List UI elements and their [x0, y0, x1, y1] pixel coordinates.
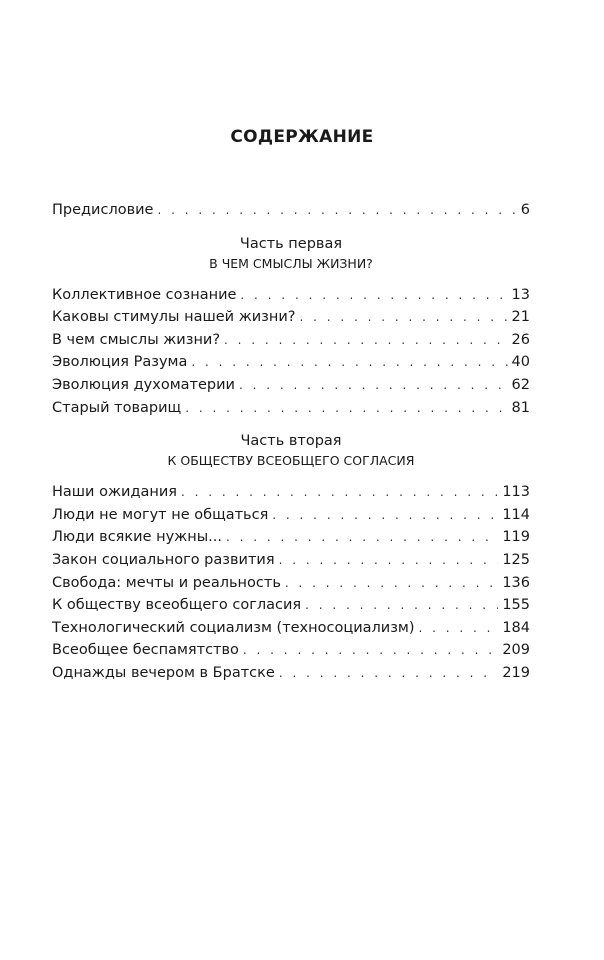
- toc-entry: [52, 329, 530, 352]
- toc-entry-title: Закон социального развития: [52, 551, 275, 568]
- dot-leader: [272, 504, 498, 527]
- part-label: Часть первая: [239, 235, 343, 252]
- toc-entry-page: 209: [502, 642, 530, 659]
- toc-entry: [52, 481, 530, 504]
- toc-entry-title: Коллективное сознание: [52, 286, 237, 303]
- toc-entry-page: 136: [502, 574, 530, 591]
- toc-entry: [52, 639, 530, 662]
- toc-entry: [52, 374, 530, 397]
- toc-entry-page: 13: [511, 286, 530, 303]
- dot-leader: [185, 397, 507, 420]
- dot-leader: [419, 617, 499, 640]
- toc-entry-page: 6: [520, 202, 530, 218]
- toc-entry: [52, 617, 530, 640]
- part-subtitle: В ЧЕМ СМЫСЛЫ ЖИЗНИ?: [209, 255, 373, 271]
- toc-entry: [52, 504, 530, 527]
- toc-entry-title: Люди всякие нужны...: [52, 529, 222, 546]
- toc-entry-title: Каковы стимулы нашей жизни?: [52, 309, 296, 326]
- toc-entry: [52, 526, 530, 549]
- toc-entry-title: Наши ожидания: [52, 484, 177, 501]
- dot-leader: [181, 481, 498, 504]
- toc-entry-page: 219: [502, 664, 530, 681]
- toc-entry-title: Эволюция духоматерии: [52, 376, 235, 393]
- toc-entry-page: 125: [502, 551, 530, 568]
- toc-entry-page: 21: [511, 309, 530, 326]
- toc-entry-page: 155: [502, 597, 530, 614]
- toc-entry-page: 26: [511, 331, 530, 348]
- part-label: Часть вторая: [240, 433, 342, 450]
- toc-entry: [52, 549, 530, 572]
- toc-entry-page: 40: [511, 354, 530, 371]
- toc-entry: [52, 284, 530, 307]
- dot-leader: [240, 284, 507, 307]
- toc-entry: [52, 306, 530, 329]
- toc-entry: [52, 572, 530, 595]
- page-title: СОДЕРЖАНИЕ: [230, 127, 374, 147]
- toc-entry: [52, 594, 530, 617]
- table-of-contents: [52, 199, 530, 685]
- dot-leader: [279, 662, 498, 685]
- toc-entry-title: Старый товарищ: [52, 399, 182, 416]
- part-subtitle: К ОБЩЕСТВУ ВСЕОБЩЕГО СОГЛАСИЯ: [167, 453, 415, 469]
- toc-entry-page: 81: [511, 399, 530, 416]
- toc-entry-page: 114: [502, 506, 530, 523]
- toc-entry-page: 119: [502, 529, 530, 546]
- toc-entry-preface: [52, 199, 530, 222]
- toc-entry-page: 62: [511, 376, 530, 393]
- toc-entry-title: Технологический социализм (техносоциализм): [52, 619, 415, 636]
- toc-entry-page: 113: [502, 484, 530, 501]
- toc-entry-title: Люди не могут не общаться: [52, 506, 269, 523]
- toc-entry-title: Всеобщее беспамятство: [52, 642, 239, 659]
- dot-leader: [299, 306, 507, 329]
- dot-leader: [239, 374, 508, 397]
- dot-leader: [243, 639, 498, 662]
- toc-entry-title: К обществу всеобщего согласия: [52, 597, 302, 614]
- toc-entry-title: Эволюция Разума: [52, 354, 188, 371]
- dot-leader: [279, 549, 499, 572]
- dot-leader: [305, 594, 498, 617]
- dot-leader: [191, 351, 507, 374]
- toc-entry-title: Однажды вечером в Братске: [52, 664, 275, 681]
- toc-entry-title: В чем смыслы жизни?: [52, 331, 221, 348]
- toc-entry-title: Свобода: мечты и реальность: [52, 574, 281, 591]
- dot-leader: [157, 199, 516, 222]
- toc-entry: [52, 351, 530, 374]
- toc-entry: [52, 662, 530, 685]
- toc-entry-page: 184: [502, 619, 530, 636]
- dot-leader: [226, 526, 498, 549]
- dot-leader: [224, 329, 508, 352]
- dot-leader: [285, 572, 498, 595]
- toc-entry: [52, 397, 530, 420]
- toc-entry-title: Предисловие: [52, 202, 154, 218]
